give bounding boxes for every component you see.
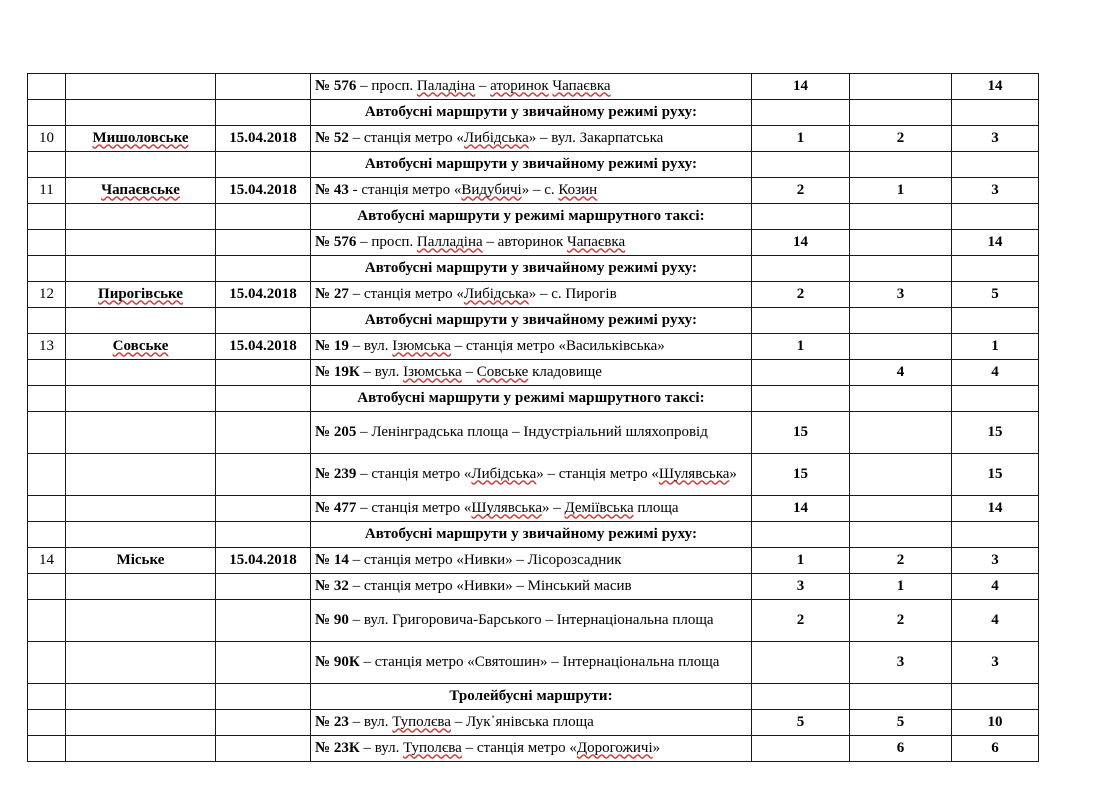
date-cell xyxy=(216,642,311,684)
section-row xyxy=(28,152,1039,178)
route-number: № 90 xyxy=(315,611,349,628)
value-cell-2 xyxy=(850,496,952,522)
value-cell-3: 4 xyxy=(952,360,1039,386)
route-description-cell: № 27 – станція метро «Либідська» – с. Пирогів xyxy=(311,282,752,308)
section-row xyxy=(28,522,1039,548)
table-row xyxy=(28,178,1039,204)
value-cell-2 xyxy=(850,454,952,496)
area-name-cell xyxy=(66,386,216,412)
date-cell xyxy=(216,386,311,412)
area-name-cell xyxy=(66,454,216,496)
value-cell-2 xyxy=(850,334,952,360)
route-number: № 19К xyxy=(315,363,360,380)
area-name-cell xyxy=(66,736,216,762)
route-description-cell: № 90К – станція метро «Святошин» – Інтернаціональна площа xyxy=(311,642,752,684)
date-cell xyxy=(216,100,311,126)
area-name-cell xyxy=(66,684,216,710)
date-cell xyxy=(216,496,311,522)
route-number: № 90К xyxy=(315,653,360,670)
area-name-cell xyxy=(66,574,216,600)
row-number-cell xyxy=(28,360,66,386)
route-description-cell: № 23 – вул. Туполєва – Лук᾿янівська площа xyxy=(311,710,752,736)
value-cell-2 xyxy=(850,684,952,710)
value-cell-1: 1 xyxy=(752,334,850,360)
value-cell-1 xyxy=(752,386,850,412)
table-row xyxy=(28,710,1039,736)
route-number: № 14 xyxy=(315,551,349,568)
value-cell-1 xyxy=(752,100,850,126)
date-cell: 15.04.2018 xyxy=(216,548,311,574)
table-row xyxy=(28,282,1039,308)
area-name-cell xyxy=(66,74,216,100)
value-cell-3: 5 xyxy=(952,282,1039,308)
row-number-cell xyxy=(28,684,66,710)
row-number-cell xyxy=(28,152,66,178)
value-cell-2: 5 xyxy=(850,710,952,736)
value-cell-1: 2 xyxy=(752,178,850,204)
table-row xyxy=(28,334,1039,360)
value-cell-3: 3 xyxy=(952,126,1039,152)
row-number-cell xyxy=(28,454,66,496)
row-number-cell: 14 xyxy=(28,548,66,574)
area-name-cell: Пирогівське xyxy=(66,282,216,308)
section-row xyxy=(28,204,1039,230)
section-header-cell: Автобусні маршрути у режимі маршрутного таксі: xyxy=(311,204,752,230)
date-cell xyxy=(216,522,311,548)
route-description-cell: № 576 – просп. Паладіна – аторинок Чапаєвка xyxy=(311,74,752,100)
route-number: № 27 xyxy=(315,285,349,302)
section-header-cell: Автобусні маршрути у звичайному режимі руху: xyxy=(311,100,752,126)
route-number: № 205 xyxy=(315,423,357,440)
value-cell-1: 1 xyxy=(752,548,850,574)
value-cell-2: 2 xyxy=(850,126,952,152)
area-name-cell: Чапаєвське xyxy=(66,178,216,204)
route-number: № 19 xyxy=(315,337,349,354)
value-cell-3: 15 xyxy=(952,412,1039,454)
row-number-cell xyxy=(28,308,66,334)
area-name-cell: Мишоловське xyxy=(66,126,216,152)
area-name-cell xyxy=(66,642,216,684)
value-cell-2: 1 xyxy=(850,574,952,600)
route-description-cell: № 576 – просп. Палладіна – авторинок Чапаєвка xyxy=(311,230,752,256)
date-cell: 15.04.2018 xyxy=(216,178,311,204)
row-number-cell xyxy=(28,256,66,282)
value-cell-3: 6 xyxy=(952,736,1039,762)
table-row xyxy=(28,360,1039,386)
value-cell-2 xyxy=(850,522,952,548)
table-row xyxy=(28,230,1039,256)
route-description-cell: № 14 – станція метро «Нивки» – Лісорозсадник xyxy=(311,548,752,574)
value-cell-2 xyxy=(850,152,952,178)
row-number-cell xyxy=(28,74,66,100)
area-name-cell xyxy=(66,204,216,230)
row-number-cell xyxy=(28,412,66,454)
table-row xyxy=(28,496,1039,522)
value-cell-1 xyxy=(752,736,850,762)
routes-table-body xyxy=(28,74,1039,762)
route-number: № 576 xyxy=(315,233,357,250)
value-cell-3 xyxy=(952,152,1039,178)
row-number-cell: 11 xyxy=(28,178,66,204)
value-cell-3: 15 xyxy=(952,454,1039,496)
value-cell-2: 6 xyxy=(850,736,952,762)
table-row xyxy=(28,548,1039,574)
value-cell-2: 4 xyxy=(850,360,952,386)
section-header-cell: Тролейбусні маршрути: xyxy=(311,684,752,710)
date-cell xyxy=(216,360,311,386)
row-number-cell xyxy=(28,522,66,548)
section-header-cell: Автобусні маршрути у звичайному режимі руху: xyxy=(311,522,752,548)
route-number: № 477 xyxy=(315,499,357,516)
route-description-cell: № 205 – Ленінградська площа – Індустріальний шляхопровід xyxy=(311,412,752,454)
area-name-cell xyxy=(66,496,216,522)
value-cell-1: 5 xyxy=(752,710,850,736)
date-cell xyxy=(216,454,311,496)
date-cell xyxy=(216,308,311,334)
value-cell-3: 1 xyxy=(952,334,1039,360)
value-cell-1 xyxy=(752,308,850,334)
value-cell-3 xyxy=(952,308,1039,334)
value-cell-3: 3 xyxy=(952,178,1039,204)
value-cell-1: 2 xyxy=(752,282,850,308)
value-cell-3 xyxy=(952,204,1039,230)
value-cell-1: 14 xyxy=(752,230,850,256)
route-description-cell: № 90 – вул. Григоровича-Барського – Інтернаціональна площа xyxy=(311,600,752,642)
value-cell-1: 3 xyxy=(752,574,850,600)
route-description-cell: № 43 - станція метро «Видубичі» – с. Козин xyxy=(311,178,752,204)
area-name-cell xyxy=(66,152,216,178)
section-header-cell: Автобусні маршрути у звичайному режимі руху: xyxy=(311,256,752,282)
section-header-cell: Автобусні маршрути у режимі маршрутного таксі: xyxy=(311,386,752,412)
value-cell-3: 14 xyxy=(952,496,1039,522)
table-row xyxy=(28,454,1039,496)
date-cell: 15.04.2018 xyxy=(216,334,311,360)
value-cell-3 xyxy=(952,386,1039,412)
value-cell-2 xyxy=(850,308,952,334)
date-cell xyxy=(216,152,311,178)
section-row xyxy=(28,386,1039,412)
date-cell xyxy=(216,684,311,710)
area-name-cell xyxy=(66,412,216,454)
value-cell-2: 3 xyxy=(850,282,952,308)
row-number-cell xyxy=(28,642,66,684)
date-cell xyxy=(216,412,311,454)
area-name-cell xyxy=(66,360,216,386)
table-row xyxy=(28,74,1039,100)
route-description-cell: № 23К – вул. Туполєва – станція метро «Дорогожичі» xyxy=(311,736,752,762)
value-cell-3: 14 xyxy=(952,74,1039,100)
route-number: № 239 xyxy=(315,465,357,482)
area-name-cell: Міське xyxy=(66,548,216,574)
area-name-cell: Совське xyxy=(66,334,216,360)
date-cell: 15.04.2018 xyxy=(216,282,311,308)
row-number-cell xyxy=(28,710,66,736)
table-row xyxy=(28,412,1039,454)
date-cell xyxy=(216,710,311,736)
section-row xyxy=(28,256,1039,282)
value-cell-3 xyxy=(952,256,1039,282)
value-cell-1: 14 xyxy=(752,496,850,522)
row-number-cell: 13 xyxy=(28,334,66,360)
table-row xyxy=(28,642,1039,684)
row-number-cell xyxy=(28,600,66,642)
section-row xyxy=(28,308,1039,334)
row-number-cell xyxy=(28,204,66,230)
area-name-cell xyxy=(66,600,216,642)
row-number-cell xyxy=(28,386,66,412)
value-cell-1 xyxy=(752,152,850,178)
section-header-cell: Автобусні маршрути у звичайному режимі руху: xyxy=(311,308,752,334)
value-cell-1: 15 xyxy=(752,412,850,454)
row-number-cell: 12 xyxy=(28,282,66,308)
value-cell-3: 4 xyxy=(952,574,1039,600)
value-cell-3 xyxy=(952,684,1039,710)
row-number-cell xyxy=(28,230,66,256)
value-cell-3 xyxy=(952,100,1039,126)
area-name-cell xyxy=(66,710,216,736)
route-description-cell: № 32 – станція метро «Нивки» – Мінський масив xyxy=(311,574,752,600)
route-number: № 32 xyxy=(315,577,349,594)
value-cell-3: 3 xyxy=(952,642,1039,684)
value-cell-1 xyxy=(752,256,850,282)
table-row xyxy=(28,736,1039,762)
date-cell xyxy=(216,230,311,256)
area-name-cell xyxy=(66,230,216,256)
area-name-cell xyxy=(66,256,216,282)
value-cell-2 xyxy=(850,100,952,126)
row-number-cell xyxy=(28,100,66,126)
value-cell-2 xyxy=(850,256,952,282)
value-cell-2: 1 xyxy=(850,178,952,204)
route-number: № 576 xyxy=(315,77,357,94)
value-cell-1 xyxy=(752,204,850,230)
value-cell-3 xyxy=(952,522,1039,548)
value-cell-2 xyxy=(850,74,952,100)
value-cell-2 xyxy=(850,204,952,230)
value-cell-3: 4 xyxy=(952,600,1039,642)
date-cell xyxy=(216,74,311,100)
value-cell-3: 3 xyxy=(952,548,1039,574)
route-description-cell: № 19К – вул. Ізюмська – Совське кладовище xyxy=(311,360,752,386)
route-number: № 43 xyxy=(315,181,349,198)
route-number: № 23 xyxy=(315,713,349,730)
value-cell-2 xyxy=(850,230,952,256)
row-number-cell xyxy=(28,736,66,762)
date-cell xyxy=(216,256,311,282)
date-cell xyxy=(216,574,311,600)
section-row xyxy=(28,100,1039,126)
value-cell-1 xyxy=(752,642,850,684)
value-cell-2 xyxy=(850,386,952,412)
routes-table xyxy=(27,73,1039,762)
route-number: № 23К xyxy=(315,739,360,756)
route-number: № 52 xyxy=(315,129,349,146)
date-cell xyxy=(216,600,311,642)
row-number-cell: 10 xyxy=(28,126,66,152)
value-cell-1: 14 xyxy=(752,74,850,100)
date-cell: 15.04.2018 xyxy=(216,126,311,152)
value-cell-3: 10 xyxy=(952,710,1039,736)
route-description-cell: № 239 – станція метро «Либідська» – станція метро «Шулявська» xyxy=(311,454,752,496)
route-description-cell: № 477 – станція метро «Шулявська» – Деміївська площа xyxy=(311,496,752,522)
area-name-cell xyxy=(66,100,216,126)
value-cell-2: 2 xyxy=(850,548,952,574)
table-row xyxy=(28,126,1039,152)
value-cell-1 xyxy=(752,684,850,710)
value-cell-1: 2 xyxy=(752,600,850,642)
section-row xyxy=(28,684,1039,710)
area-name-cell xyxy=(66,308,216,334)
value-cell-2 xyxy=(850,412,952,454)
area-name-cell xyxy=(66,522,216,548)
table-row xyxy=(28,600,1039,642)
value-cell-3: 14 xyxy=(952,230,1039,256)
route-description-cell: № 52 – станція метро «Либідська» – вул. Закарпатська xyxy=(311,126,752,152)
table-row xyxy=(28,574,1039,600)
route-description-cell: № 19 – вул. Ізюмська – станція метро «Васильківська» xyxy=(311,334,752,360)
row-number-cell xyxy=(28,496,66,522)
value-cell-1 xyxy=(752,360,850,386)
value-cell-1 xyxy=(752,522,850,548)
date-cell xyxy=(216,736,311,762)
value-cell-2: 2 xyxy=(850,600,952,642)
value-cell-2: 3 xyxy=(850,642,952,684)
value-cell-1: 1 xyxy=(752,126,850,152)
date-cell xyxy=(216,204,311,230)
value-cell-1: 15 xyxy=(752,454,850,496)
section-header-cell: Автобусні маршрути у звичайному режимі руху: xyxy=(311,152,752,178)
row-number-cell xyxy=(28,574,66,600)
